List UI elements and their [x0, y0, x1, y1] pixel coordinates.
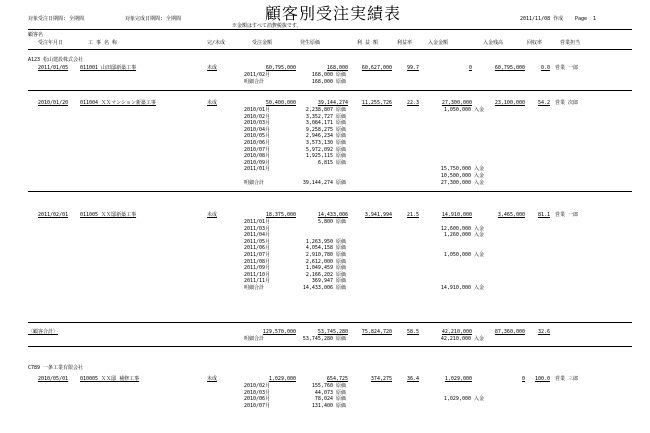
project-cost: 39,144,274 [317, 100, 348, 106]
project-collection-rate: 0.0 [540, 65, 550, 71]
subtotal-label: 〈顧客合計〉 [28, 329, 59, 335]
detail-cost: 2,910,780 原価 [305, 252, 346, 258]
project-order-amount: 18,375,000 [265, 212, 296, 218]
detail-month: 2011/04月 [244, 232, 271, 239]
project-name: 011001 山田邸新築工事 [80, 65, 137, 71]
tax-note: ※金額はすべて消費税抜です。 [232, 23, 302, 29]
project-status: 未成 [207, 212, 218, 218]
col-staff: 営業担当 [560, 40, 581, 46]
col-order-date: 受注年月日 [38, 40, 64, 46]
detail-month: 明細合計 [244, 179, 265, 186]
detail-payment: 15,750,000 入金 [440, 166, 484, 173]
detail-cost: 3,084,171 原価 [305, 120, 346, 127]
detail-payment: 1,050,000 入金 [443, 252, 484, 258]
project-order-amount: 50,400,000 [265, 100, 296, 106]
detail-month: 2010/07月 [244, 146, 271, 153]
project-order-amount: 60,795,000 [265, 65, 296, 71]
detail-cost: 155,760 原価 [311, 383, 346, 389]
subtotal-detail-cost: 53,745,280 原価 [302, 336, 346, 342]
project-collection-rate: 100.0 [534, 376, 550, 382]
detail-cost: 168,000 原価 [311, 78, 346, 85]
project-profit: 374,275 [370, 376, 392, 382]
project-status: 未成 [207, 100, 218, 106]
project-payment: 27,300,000 [441, 100, 472, 106]
project-cost: 654,725 [326, 376, 348, 382]
detail-month: 2011/01月 [244, 166, 271, 173]
project-name: 010005 ＸＸ邸 補修工事 [80, 376, 140, 382]
detail-month: 2010/01月 [244, 107, 271, 113]
project-balance: 3,465,000 [497, 212, 525, 218]
detail-month: 2010/02月 [244, 383, 271, 389]
customer-name: C789 一条工業有限会社 [28, 365, 84, 371]
page-number: Page 1 [575, 16, 597, 22]
detail-cost: 2,946,234 原価 [305, 133, 346, 140]
subtotal-balance: 87,360,000 [494, 329, 525, 335]
detail-month: 明細合計 [244, 78, 265, 85]
project-profit: 11,255,726 [361, 100, 392, 106]
detail-month: 2010/06月 [244, 396, 271, 403]
detail-cost: 5,972,092 原価 [305, 146, 346, 153]
detail-month: 2011/07月 [244, 252, 271, 258]
detail-month: 2010/06月 [244, 140, 271, 146]
column-header-rule [28, 49, 632, 50]
detail-month: 2011/05月 [244, 238, 271, 245]
project-balance: 23,100,000 [494, 100, 525, 106]
subtotal-order: 129,570,000 [262, 329, 296, 335]
detail-cost: 14,433,006 原価 [302, 285, 346, 291]
project-profit: 3,941,994 [364, 212, 392, 218]
detail-cost: 131,400 原価 [311, 402, 346, 409]
project-payment: 0 [468, 65, 472, 71]
project-collection-rate: 54.2 [537, 100, 550, 106]
project-name: 011004 ＸＸマンション新築工事 [80, 100, 156, 106]
project-payment: 14,910,000 [441, 212, 472, 218]
col-status: 完/未成 [207, 40, 226, 46]
detail-payment: 1,029,000 入金 [443, 396, 484, 403]
detail-payment: 14,910,000 入金 [440, 285, 484, 291]
project-profit-rate: 36.4 [406, 376, 419, 382]
period-from: 対象受注日期間: 全期間 [28, 16, 85, 22]
detail-month: 2011/08月 [244, 258, 271, 265]
detail-payment: 1,260,000 入金 [443, 232, 484, 239]
col-customer: 顧客名 [28, 32, 44, 38]
detail-payment: 1,050,000 入金 [443, 107, 484, 113]
subtotal-profit: 75,824,720 [361, 329, 392, 335]
project-order-date: 2011/02/01 [38, 212, 69, 218]
project-balance: 60,795,000 [494, 65, 525, 71]
detail-month: 2011/02月 [244, 72, 271, 78]
project-status: 未成 [207, 376, 218, 382]
detail-month: 2011/10月 [244, 271, 271, 278]
col-project: 工 事 名 称 [88, 40, 118, 46]
detail-month: 2010/04月 [244, 126, 271, 133]
customer-name: A123 松山建設株式会社 [28, 57, 84, 63]
col-cost: 発生原価 [300, 40, 321, 46]
col-balance: 入金残高 [483, 40, 504, 46]
project-cost: 14,433,006 [317, 212, 348, 218]
project-balance: 0 [521, 376, 525, 382]
detail-month: 2010/08月 [244, 153, 271, 160]
detail-month: 2011/06月 [244, 245, 271, 252]
project-payment: 1,029,000 [444, 376, 472, 382]
project-profit-rate: 21.5 [406, 212, 419, 218]
detail-cost: 78,024 原価 [314, 396, 346, 403]
col-collection-rate: 回収率 [527, 40, 543, 46]
project-separator [28, 191, 632, 192]
detail-month: 2010/03月 [244, 120, 271, 127]
detail-month: 2011/01月 [244, 219, 271, 225]
detail-cost: 168,000 原価 [311, 72, 346, 78]
col-payment: 入金金額 [428, 40, 449, 46]
project-staff: 営業 一郎 [555, 212, 579, 218]
detail-cost: 4,054,158 原価 [305, 245, 346, 252]
detail-cost: 2,238,807 原価 [305, 107, 346, 113]
project-order-date: 2011/01/05 [38, 65, 69, 71]
project-order-date: 2010/01/20 [38, 100, 69, 106]
detail-cost: 1,263,950 原価 [305, 238, 346, 245]
detail-month: 2010/05月 [244, 133, 271, 140]
detail-month: 2011/11月 [244, 278, 271, 285]
detail-month: 2010/03月 [244, 389, 271, 396]
subtotal-collection: 32.6 [537, 329, 550, 335]
detail-cost: 2,166,202 原価 [305, 271, 346, 278]
project-profit-rate: 99.7 [406, 65, 419, 71]
detail-cost: 369,947 原価 [311, 278, 346, 285]
report-title: 顧客別受注実績表 [265, 4, 402, 23]
project-profit-rate: 22.3 [406, 100, 419, 106]
subtotal-payment: 42,210,000 [441, 329, 472, 335]
project-order-date: 2010/05/01 [38, 376, 69, 382]
subtotal-detail-label: 明細合計 [244, 336, 265, 342]
detail-cost: 3,573,130 原価 [305, 140, 346, 146]
detail-month: 2011/03月 [244, 225, 271, 232]
project-separator [28, 90, 632, 91]
detail-month: 2010/02月 [244, 113, 271, 120]
project-collection-rate: 81.1 [537, 212, 550, 218]
detail-payment: 27,300,000 入金 [440, 179, 484, 186]
project-status: 未成 [207, 65, 218, 71]
detail-cost: 9,258,275 原価 [305, 126, 346, 133]
project-staff: 営業 一郎 [555, 65, 579, 71]
detail-cost: 1,049,459 原価 [305, 265, 346, 272]
customer-end-rule [28, 346, 632, 347]
project-order-amount: 1,029,000 [268, 376, 296, 382]
project-profit: 60,627,000 [361, 65, 392, 71]
detail-payment: 10,500,000 入金 [440, 173, 484, 179]
subtotal-detail-payment: 42,210,000 入金 [440, 336, 484, 342]
detail-cost: 3,352,727 原価 [305, 113, 346, 120]
detail-cost: 44,073 原価 [314, 389, 346, 396]
project-name: 011005 ＸＸ邸新築工事 [80, 212, 137, 218]
col-profit: 利 益 額 [357, 40, 379, 46]
detail-month: 2010/07月 [244, 402, 271, 409]
col-order-amount: 受注金額 [252, 40, 273, 46]
detail-cost: 6,815 原価 [317, 159, 346, 166]
project-cost: 168,000 [326, 65, 348, 71]
subtotal-rule [28, 322, 632, 323]
detail-month: 明細合計 [244, 285, 265, 291]
created-date: 2011/11/08 作成 [520, 16, 564, 22]
project-staff: 営業 次郎 [555, 100, 579, 106]
period-to: 対象完成日期間: 全期間 [125, 16, 182, 22]
detail-cost: 1,925,115 原価 [305, 153, 346, 160]
subtotal-cost: 53,745,280 [317, 329, 348, 335]
detail-cost: 39,144,274 原価 [302, 179, 346, 186]
detail-month: 2010/09月 [244, 159, 271, 166]
detail-payment: 12,600,000 入金 [440, 225, 484, 232]
detail-cost: 2,612,000 原価 [305, 258, 346, 265]
col-profit-rate: 利益率 [397, 40, 413, 46]
project-staff: 営業 三郎 [555, 376, 579, 382]
header-rule [28, 29, 632, 30]
detail-month: 2011/09月 [244, 265, 271, 272]
subtotal-rate: 58.5 [406, 329, 419, 335]
detail-cost: 5,800 原価 [317, 219, 346, 225]
